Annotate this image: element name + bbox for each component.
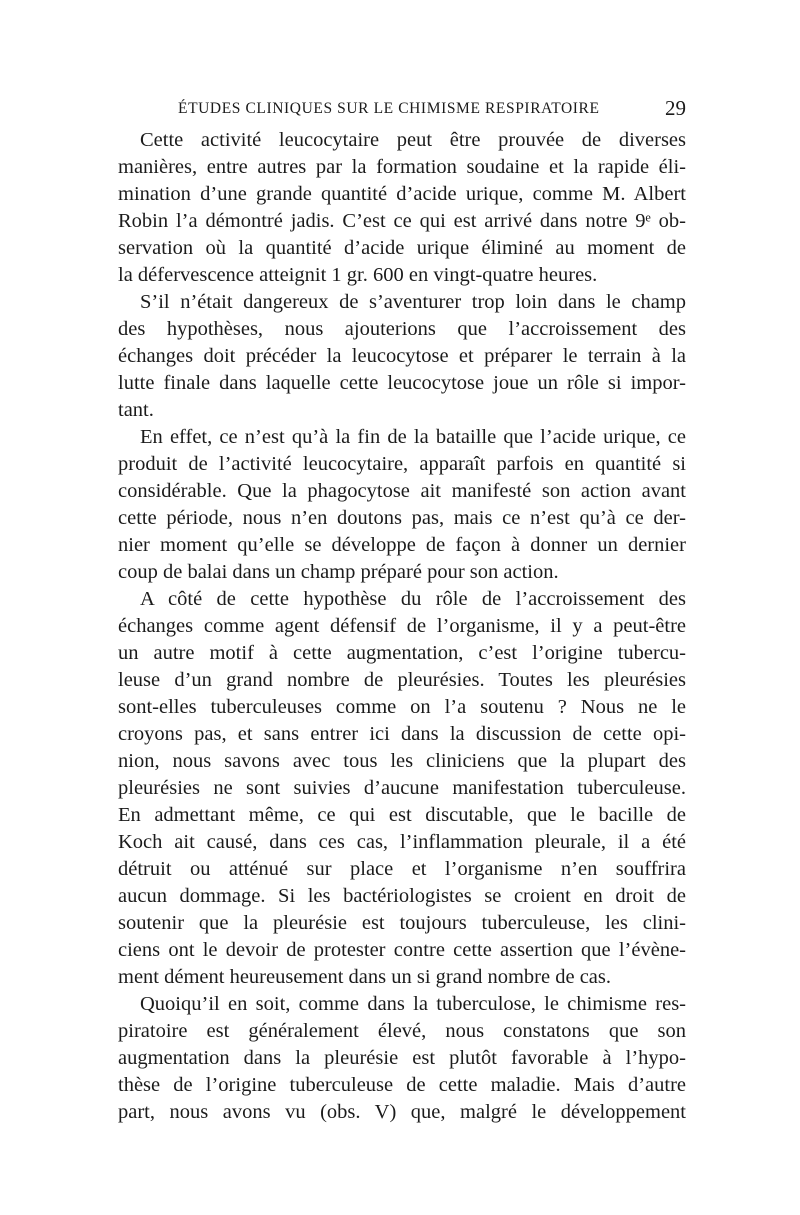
text-line: augmentation dans la pleurésie est plutôt favorable à l’hypo-: [118, 1047, 686, 1069]
text-line: En admettant même, ce qui est discutable, que le bacille de: [118, 804, 686, 826]
text-line: nion, nous savons avec tous les cliniciens que la plupart des: [118, 750, 686, 772]
running-head: [118, 96, 686, 124]
body-text: [118, 127, 686, 1126]
text-line: nier moment qu’elle se développe de façon à donner un dernier: [118, 534, 686, 556]
text-line: sont-elles tuberculeuses comme on l’a soutenu ? Nous ne le: [118, 696, 686, 718]
text-line: croyons pas, et sans entrer ici dans la discussion de cette opi-: [118, 723, 686, 745]
text-line: Quoiqu’il en soit, comme dans la tuberculose, le chimisme res-: [140, 993, 686, 1015]
text-line: détruit ou atténué sur place et l’organisme n’en souffrira: [118, 858, 686, 880]
text-line: En effet, ce n’est qu’à la fin de la bataille que l’acide urique, ce: [140, 426, 686, 448]
text-line: échanges doit précéder la leucocytose et préparer le terrain à la: [118, 345, 686, 367]
text-line: ciens ont le devoir de protester contre cette assertion que l’évène-: [118, 939, 686, 961]
text-line: part, nous avons vu (obs. V) que, malgré le développement: [118, 1101, 686, 1123]
text-line: la défervescence atteignit 1 gr. 600 en vingt-quatre heures.: [118, 264, 598, 286]
text-line: mination d’une grande quantité d’acide urique, comme M. Albert: [118, 183, 686, 205]
text-line: A côté de cette hypothèse du rôle de l’accroissement des: [140, 588, 686, 610]
text-line: ment dément heureusement dans un si grand nombre de cas.: [118, 966, 611, 988]
text-line: tant.: [118, 399, 154, 421]
text-line: échanges comme agent défensif de l’organisme, il y a peut-être: [118, 615, 686, 637]
running-title: ÉTUDES CLINIQUES SUR LE CHIMISME RESPIRATOIRE: [178, 100, 600, 117]
text-line: thèse de l’origine tuberculeuse de cette maladie. Mais d’autre: [118, 1074, 686, 1096]
text-line: un autre motif à cette augmentation, c’est l’origine tubercu-: [118, 642, 686, 664]
text-line: lutte finale dans laquelle cette leucocytose joue un rôle si impor-: [118, 372, 686, 394]
text-line: aucun dommage. Si les bactériologistes se croient en droit de: [118, 885, 686, 907]
text-line: S’il n’était dangereux de s’aventurer trop loin dans le champ: [140, 291, 686, 313]
text-line: produit de l’activité leucocytaire, apparaît parfois en quantité si: [118, 453, 686, 475]
text-line: cette période, nous n’en doutons pas, mais ce n’est qu’à ce der-: [118, 507, 686, 529]
text-line: Koch ait causé, dans ces cas, l’inflammation pleurale, il a été: [118, 831, 686, 853]
text-line: coup de balai dans un champ préparé pour son action.: [118, 561, 559, 583]
text-line: piratoire est généralement élevé, nous constatons que son: [118, 1020, 686, 1042]
page-number: 29: [665, 96, 686, 120]
text-line: soutenir que la pleurésie est toujours tuberculeuse, les clini-: [118, 912, 686, 934]
text-line: manières, entre autres par la formation soudaine et la rapide éli-: [118, 156, 686, 178]
text-line: servation où la quantité d’acide urique éliminé au moment de: [118, 237, 686, 259]
text-line: considérable. Que la phagocytose ait manifesté son action avant: [118, 480, 686, 502]
text-line: pleurésies ne sont suivies d’aucune manifestation tuberculeuse.: [118, 777, 686, 799]
text-line: leuse d’un grand nombre de pleurésies. Toutes les pleurésies: [118, 669, 686, 691]
text-line: Cette activité leucocytaire peut être prouvée de diverses: [140, 129, 686, 151]
text-line: Robin l’a démontré jadis. C’est ce qui est arrivé dans notre 9ᵉ ob-: [118, 210, 686, 232]
text-line: des hypothèses, nous ajouterions que l’accroissement des: [118, 318, 686, 340]
